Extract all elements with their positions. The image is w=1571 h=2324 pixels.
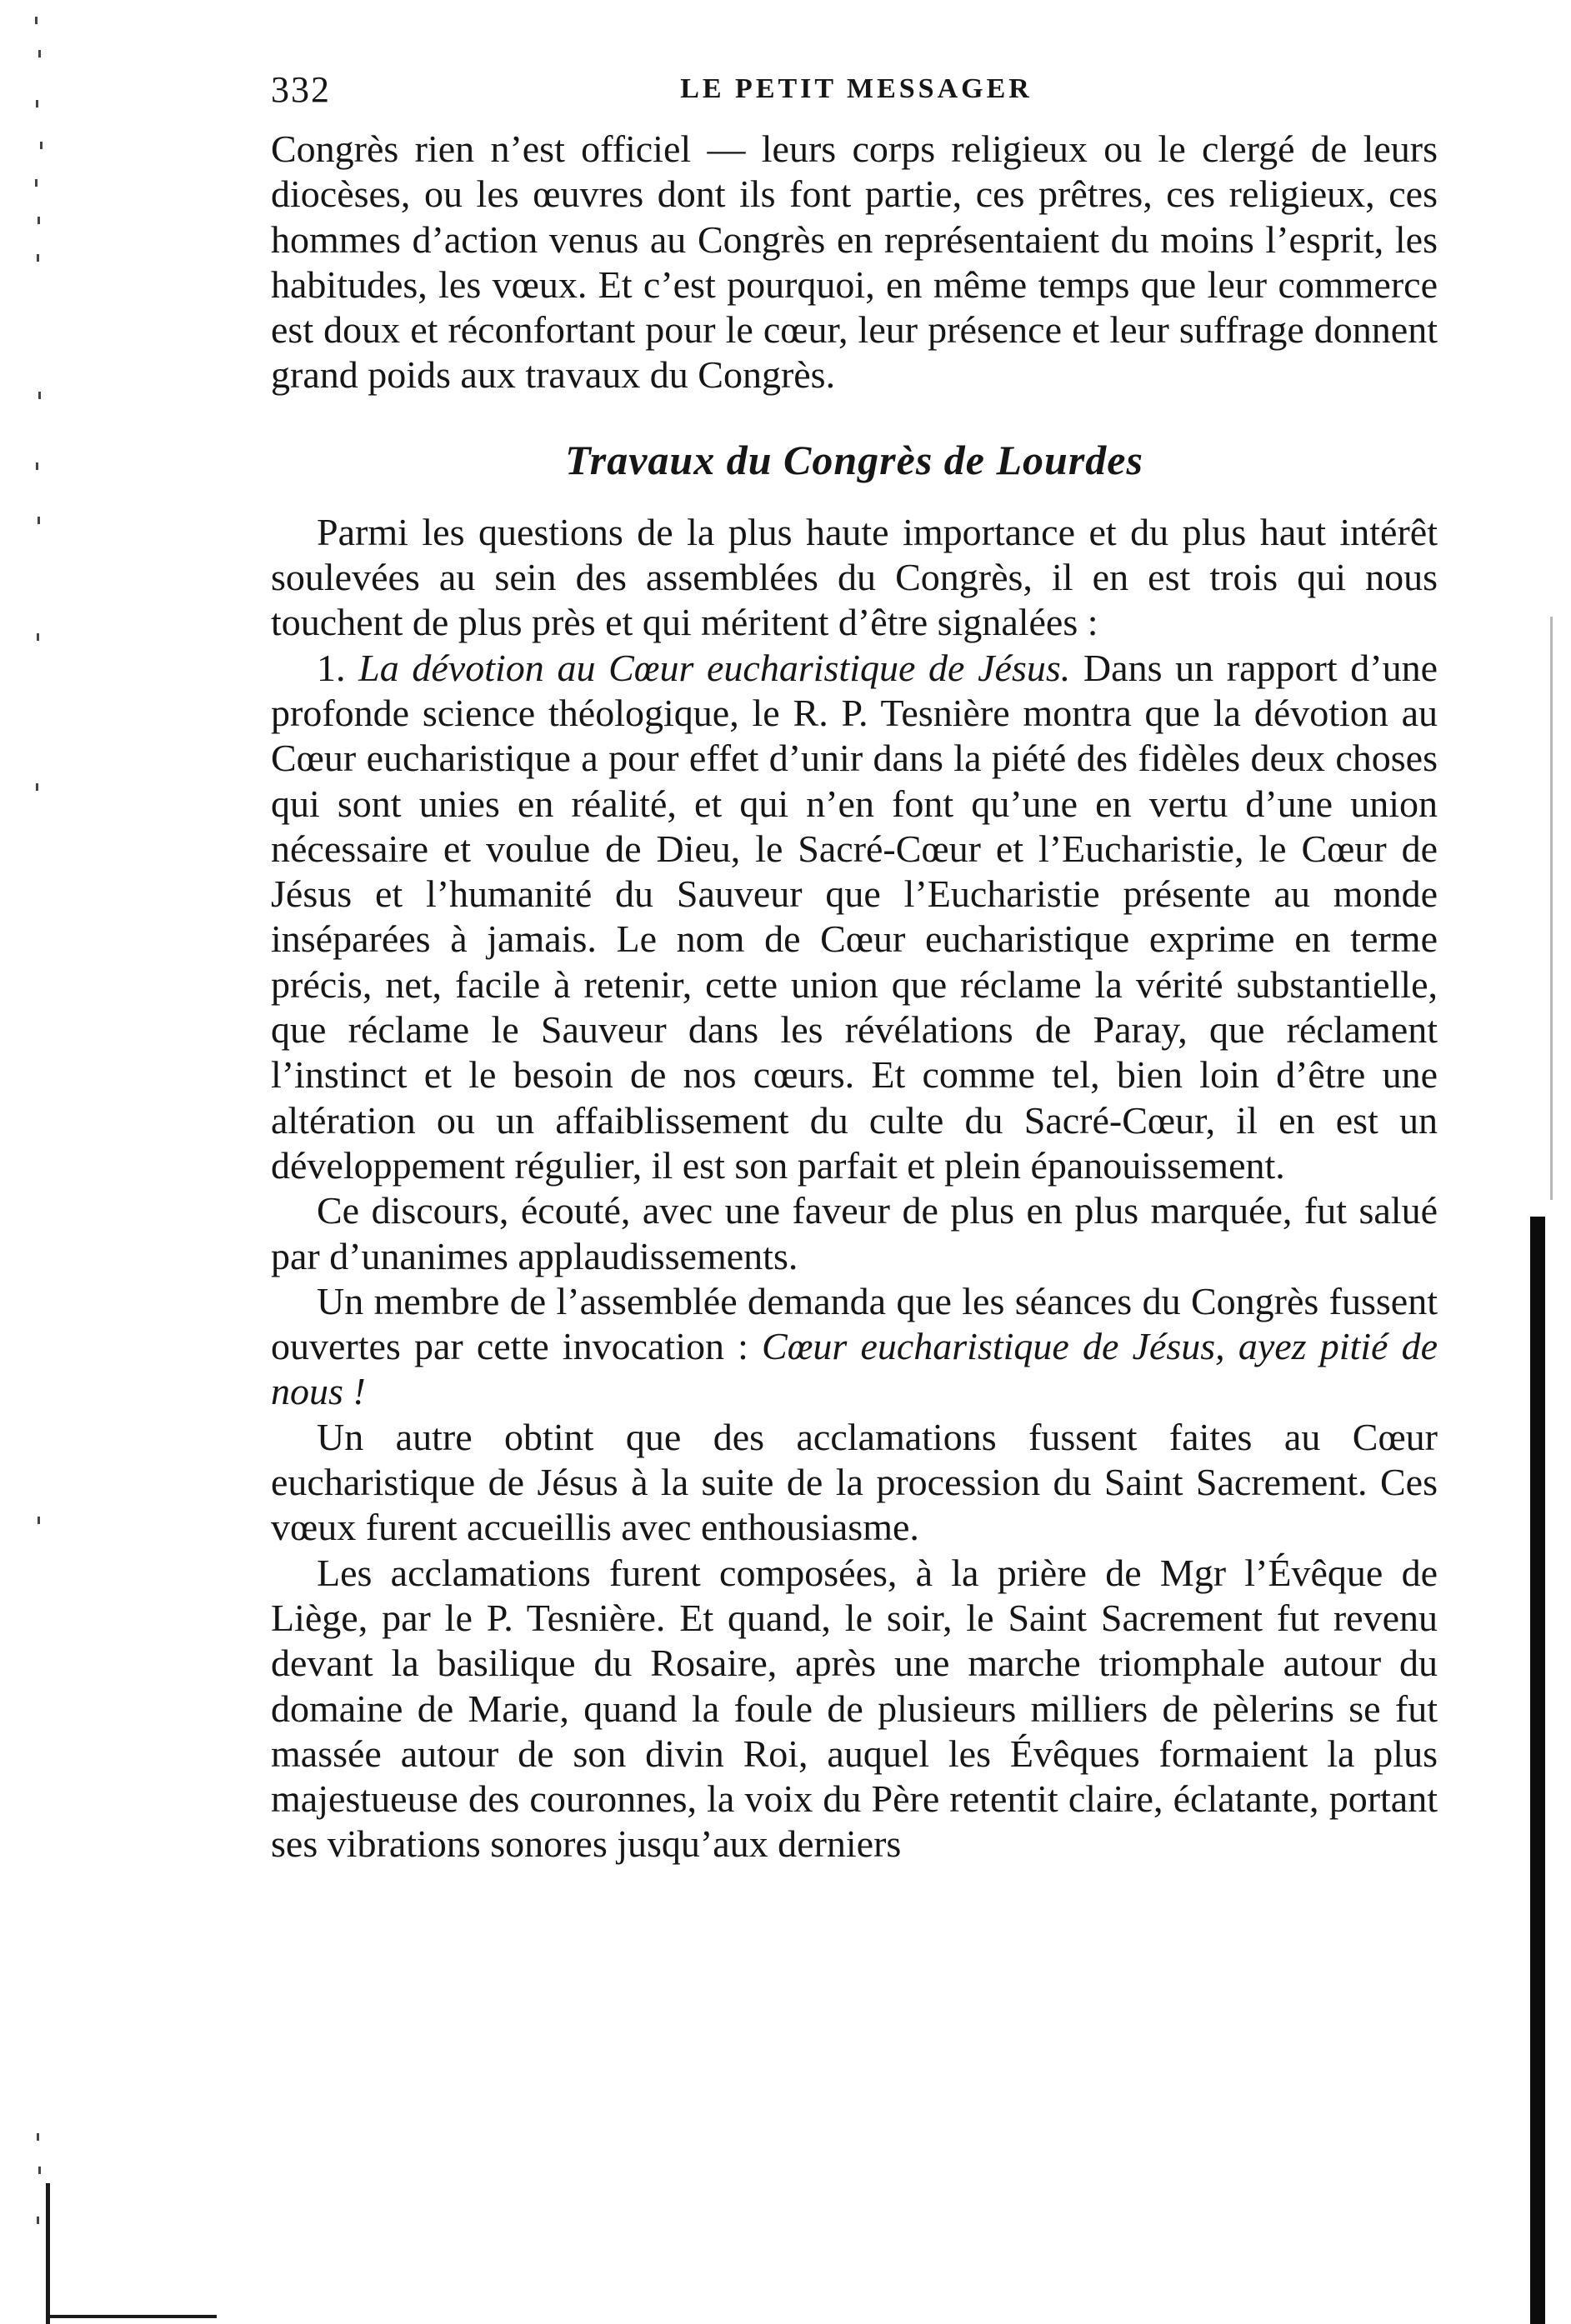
scan-edge-thin [1550,617,1553,1200]
paragraph-intro: Congrès rien n’est officiel — leurs corps religieux ou le clergé de leurs diocèses, ou les œuvres dont ils font partie, ces prêtres, ces religieux, ces hommes d’action venus au Congrès en représentaient du moins l’esprit, les habitudes, les vœux. Et c’est pourquoi, en même temps que leur commerce est doux et réconfortant pour le cœur, leur présence et leur suffrage donnent grand poids aux travaux du Congrès. [271,127,1438,397]
section-heading: Travaux du Congrès de Lourdes [565,436,1143,483]
paragraph-acclamations: Les acclamations furent composées, à la prière de Mgr l’Évêque de Liège, par le P. Tesnière. Et quand, le soir, le Saint Sacrement fut revenu devant la basilique du Rosaire, après une marche triomphale autour du domaine de Marie, quand la foule de plusieurs milliers de pèlerins se fut massée autour de son divin Roi, auquel les Évêques formaient la plus majestueuse des couronnes, la voix du Père retentit claire, éclatante, portant ses vibrations sonores jusqu’aux derniers [271,1551,1438,1866]
list-number: 1. [317,646,346,689]
scan-edge-right [1530,1217,1545,2324]
membre-text: Un membre de l’assemblée demanda que les séances du Congrès fussent ouvertes par cette invocation : [271,1279,1438,1368]
scan-edge-bottom [50,2315,217,2318]
devotion-title: La dévotion au Cœur eucharistique de Jésus. [358,646,1071,689]
paragraph-autre: Un autre obtint que des acclamations fussent faites au Cœur eucharistique de Jésus à la suite de la procession du Saint Sacrement. Ces vœux furent accueillis avec enthousiasme. [271,1415,1438,1549]
invocation-text: Cœur eucharistique de Jésus, ayez pitié de nous ! [271,1325,1438,1413]
paragraph-discours: Ce discours, écouté, avec une faveur de plus en plus marquée, fut salué par d’unanimes applaudissements. [271,1189,1438,1277]
left-margin-speckles [33,0,67,2324]
page-header [271,68,1442,118]
scan-edge-left [46,2183,50,2324]
running-title: LE PETIT MESSAGER [680,73,1033,104]
devotion-text: Dans un rapport d’une profonde science théologique, le R. P. Tesnière montra que la dévotion au Cœur eucharistique a pour effet d’unir dans la piété des fidèles deux choses qui sont unies en réalité, et qui n’en font qu’une en vertu d’une union nécessaire et voulue de Dieu, le Sacré-Cœur et l’Eucharistie, le Cœur de Jésus et l’humanité du Sauveur que l’Eucharistie présente au monde inséparées à jamais. Le nom de Cœur eucharistique exprime en terme précis, net, facile à retenir, cette union que réclame la vérité substantielle, que réclame le Sauveur dans les révélations de Paray, que réclament l’instinct et le besoin de nos cœurs. Et comme tel, bien loin d’être une altération ou un affaiblissement du culte du Sacré-Cœur, il en est un développement régulier, il est son parfait et plein épanouissement. [271,646,1438,1187]
paragraph-questions: Parmi les questions de la plus haute importance et du plus haut intérêt soulevées au sein des assemblées du Congrès, il en est trois qui nous touchent de plus près et qui méritent d’être signalées : [271,510,1438,644]
page-number: 332 [271,69,331,110]
paragraph-devotion [271,646,1438,1189]
paragraph-membre [271,1279,1438,1415]
body-text [271,127,1438,1867]
